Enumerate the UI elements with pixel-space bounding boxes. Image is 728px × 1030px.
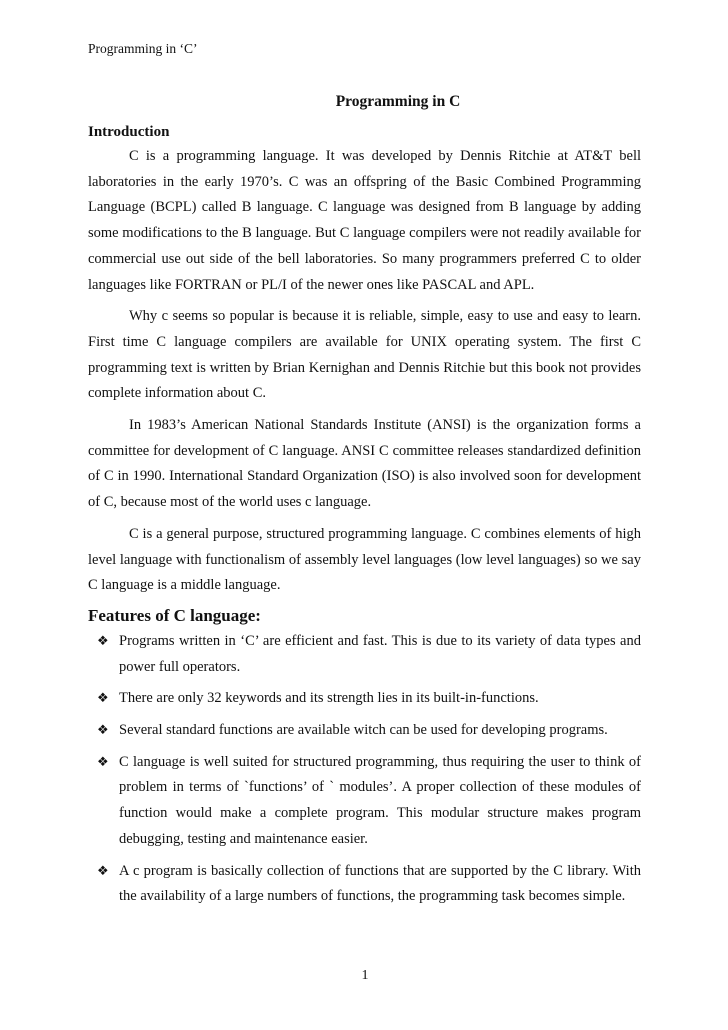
features-heading: Features of C language:: [88, 605, 261, 625]
diamond-bullet-icon: ❖: [97, 633, 109, 649]
feature-item-text: Programs written in ‘C’ are efficient and fast. This is due to its variety of data types and power full operators.: [119, 632, 641, 675]
page-number: 1: [361, 968, 369, 983]
running-header: Programming in ‘C’: [88, 41, 198, 56]
feature-item-text: Several standard functions are available witch can be used for developing programs.: [119, 722, 608, 739]
features-list: [88, 629, 641, 910]
feature-item-2: [88, 686, 641, 712]
feature-item-5: [88, 859, 641, 910]
intro-paragraph-2: Why c seems so popular is because it is reliable, simple, easy to use and easy to learn. First time C language compilers are available for UNIX operating system. The first C programming text is written by Brian Kernighan and Dennis Ritchie but this book not provides complete information about C.: [88, 308, 641, 402]
introduction-heading: Introduction: [88, 124, 170, 140]
feature-item-1: [88, 629, 641, 680]
feature-item-text: C language is well suited for structured programming, thus requiring the user to think of problem in terms of `functions’ of ` modules’. A proper collection of these modules of function would make a complete program. This modular structure makes program debugging, testing and maintenance easier.: [119, 753, 641, 847]
intro-paragraph-3: In 1983’s American National Standards Institute (ANSI) is the organization forms a committee for development of C language. ANSI C committee releases standardized definition of C in 1990. International Standard Organization (ISO) is also involved soon for development of C, because most of the world uses c language.: [88, 417, 641, 511]
feature-item-4: [88, 750, 641, 853]
document-body: [88, 122, 641, 916]
diamond-bullet-icon: ❖: [97, 754, 109, 770]
feature-item-text: There are only 32 keywords and its strength lies in its built-in-functions.: [119, 690, 539, 707]
diamond-bullet-icon: ❖: [97, 723, 109, 739]
intro-paragraph-4: C is a general purpose, structured programming language. C combines elements of high level language with functionalism of assembly level languages (low level languages) so we say C language is a middle language.: [88, 525, 641, 594]
document-title: Programming in C: [335, 93, 461, 110]
intro-paragraph-1: C is a programming language. It was developed by Dennis Ritchie at AT&T bell laboratories in the early 1970’s. C was an offspring of the Basic Combined Programming Language (BCPL) called B language. C language was designed from B language by adding some modifications to the B language. But C language compilers were not readily available for commercial use out side of the bell laboratories. So many programmers preferred C to older languages like FORTRAN or PL/I of the newer ones like PASCAL and APL.: [88, 148, 641, 293]
feature-item-text: A c program is basically collection of functions that are supported by the C library. With the availability of a large numbers of functions, the programming task becomes simple.: [119, 862, 641, 905]
feature-item-3: [88, 718, 641, 744]
diamond-bullet-icon: ❖: [97, 691, 109, 707]
diamond-bullet-icon: ❖: [97, 863, 109, 879]
